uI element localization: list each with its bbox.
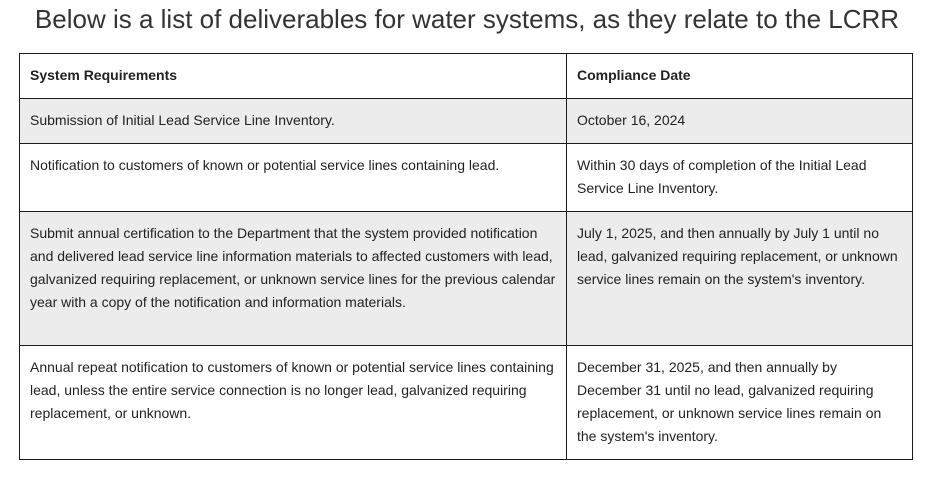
table-header-row: [20, 54, 913, 99]
table-row: [20, 346, 913, 460]
requirement-cell: Annual repeat notification to customers of known or potential service lines containing lead, unless the entire service connection is no longer lead, galvanized requiring replacement, or unknown.: [20, 346, 567, 460]
column-header-system-requirements: System Requirements: [20, 54, 567, 99]
requirement-cell: Submit annual certification to the Department that the system provided notification and delivered lead service line information materials to affected customers with lead, galvanized requiring replacement, or unknown service lines for the previous calendar year with a copy of the notification and information materials.: [20, 212, 567, 346]
table-row: [20, 212, 913, 346]
compliance-date-cell: December 31, 2025, and then annually by December 31 until no lead, galvanized requiring replacement, or unknown service lines remain on the system's inventory.: [567, 346, 913, 460]
requirement-cell: Notification to customers of known or potential service lines containing lead.: [20, 144, 567, 212]
column-header-compliance-date: Compliance Date: [567, 54, 913, 99]
deliverables-table: [19, 53, 913, 460]
requirement-cell: Submission of Initial Lead Service Line Inventory.: [20, 99, 567, 144]
table-row: [20, 144, 913, 212]
table-row: [20, 99, 913, 144]
compliance-date-cell: October 16, 2024: [567, 99, 913, 144]
compliance-date-cell: July 1, 2025, and then annually by July 1 until no lead, galvanized requiring replacement, or unknown service lines remain on the system's inventory.: [567, 212, 913, 346]
page-heading: Below is a list of deliverables for water systems, as they relate to the LCRR: [34, 4, 900, 34]
compliance-date-cell: Within 30 days of completion of the Initial Lead Service Line Inventory.: [567, 144, 913, 212]
